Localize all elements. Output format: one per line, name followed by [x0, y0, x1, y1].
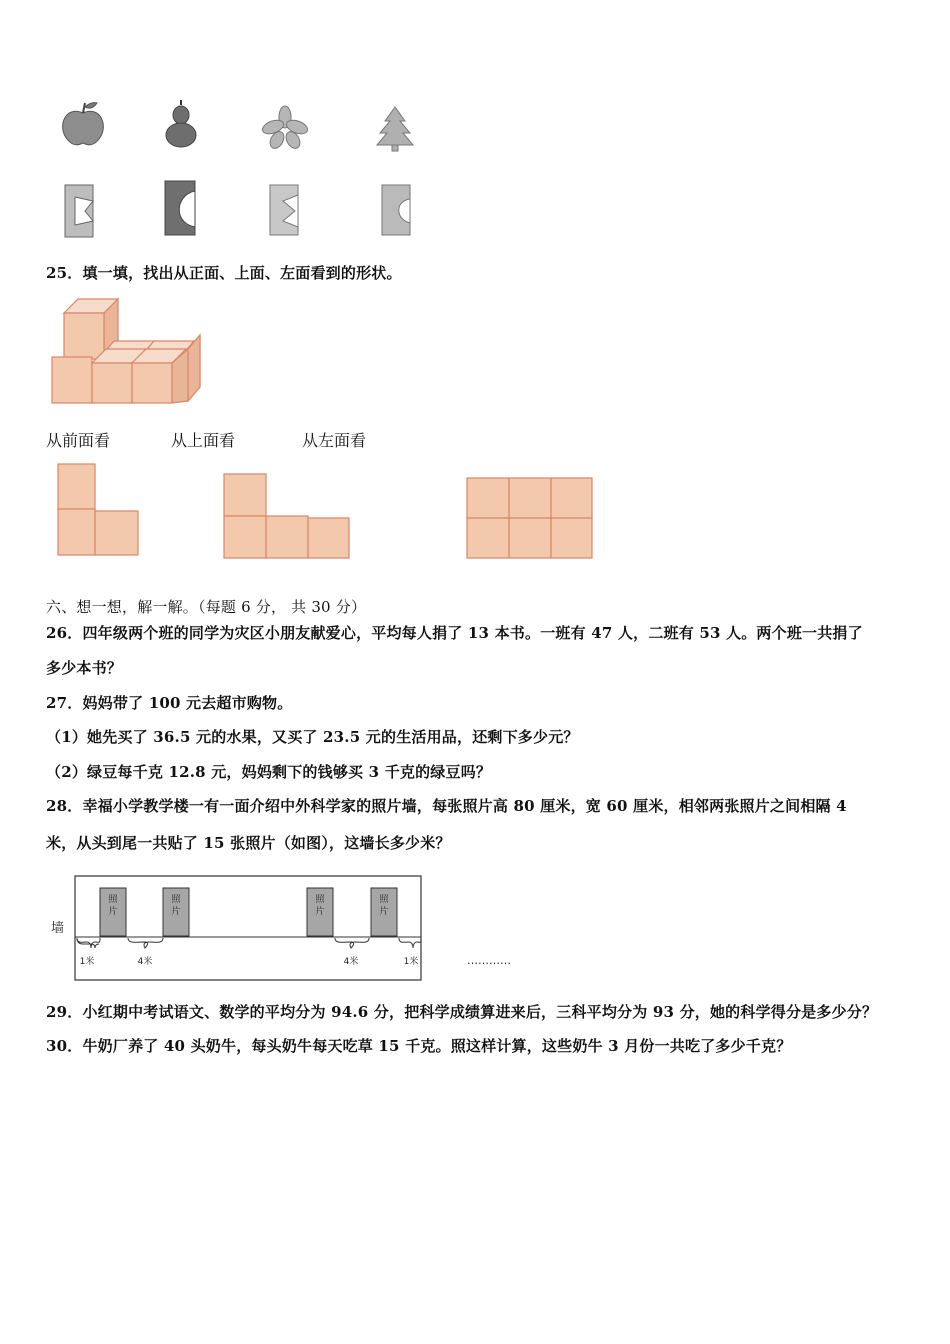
- question-28-line2: 米，从头到尾一共贴了 15 张照片（如图），这墙长多少米？: [46, 834, 451, 852]
- flower-icon: [261, 106, 310, 151]
- photo-1-label-bottom: 片: [108, 907, 118, 917]
- question-30: 30．牛奶厂养了 40 头奶牛，每头奶牛每天吃草 15 千克。照这样计算，这些奶牛 3 月份一共吃了多少千克？: [46, 1037, 792, 1055]
- section-6-heading: 六、想一想，解一解。（每题 6 分， 共 30 分）: [46, 598, 367, 616]
- card-1: [65, 185, 93, 237]
- gap-label-4m-right: 4米: [343, 957, 359, 967]
- question-27-part1: （1）她先买了 36.5 元的水果，又买了 23.5 元的生活用品，还剩下多少元？: [46, 728, 579, 746]
- tree-icon: [377, 107, 413, 151]
- question-29: 29．小红期中考试语文、数学的平均分为 94.6 分，把科学成绩算进来后，三科平均分为 93 分，她的科学得分是多少分？: [46, 1003, 878, 1021]
- card-3: [270, 185, 298, 235]
- photo-1-label-top: 照: [108, 895, 118, 905]
- view-shapes: [50, 460, 610, 565]
- ellipsis: …………: [467, 954, 511, 967]
- question-27: 27．妈妈带了 100 元去超市购物。: [46, 694, 293, 712]
- gap-label-4m-left: 4米: [137, 957, 153, 967]
- photo-3-label-top: 照: [315, 895, 325, 905]
- photo-wall-diagram: [45, 870, 525, 985]
- photo-4-label-bottom: 片: [379, 907, 389, 917]
- photo-3-label-bottom: 片: [315, 907, 325, 917]
- shapes-figure: [45, 95, 445, 245]
- photo-4-label-top: 照: [379, 895, 389, 905]
- card-2: [165, 181, 195, 235]
- photo-2-label-bottom: 片: [171, 907, 181, 917]
- view-label-left: 从左面看: [302, 431, 367, 450]
- question-26-line1: 26．四年级两个班的同学为灾区小朋友献爱心，平均每人捐了 13 本书。一班有 47 人，二班有 53 人。两个班一共捐了: [46, 624, 863, 642]
- gourd-icon: [166, 100, 196, 147]
- question-26-line2: 多少本书？: [46, 659, 123, 677]
- gap-label-1m-left: 1米: [79, 957, 95, 967]
- question-27-part2: （2）绿豆每千克 12.8 元，妈妈剩下的钱够买 3 千克的绿豆吗？: [46, 763, 492, 781]
- wall-frame: [75, 876, 421, 980]
- gap-label-1m-right: 1米: [403, 957, 419, 967]
- apple-icon: [63, 103, 104, 145]
- question-28-line1: 28．幸福小学教学楼一有一面介绍中外科学家的照片墙，每张照片高 80 厘米，宽 60 厘米，相邻两张照片之间相隔 4: [46, 797, 847, 815]
- photo-2-label-top: 照: [171, 895, 181, 905]
- cube-stack-figure: [50, 295, 210, 410]
- question-25: 25．填一填，找出从正面、上面、左面看到的形状。: [46, 264, 402, 282]
- wall-label: 墙: [51, 921, 65, 936]
- view-label-front: 从前面看: [46, 431, 111, 450]
- card-4: [382, 185, 410, 235]
- view-label-top: 从上面看: [171, 431, 236, 450]
